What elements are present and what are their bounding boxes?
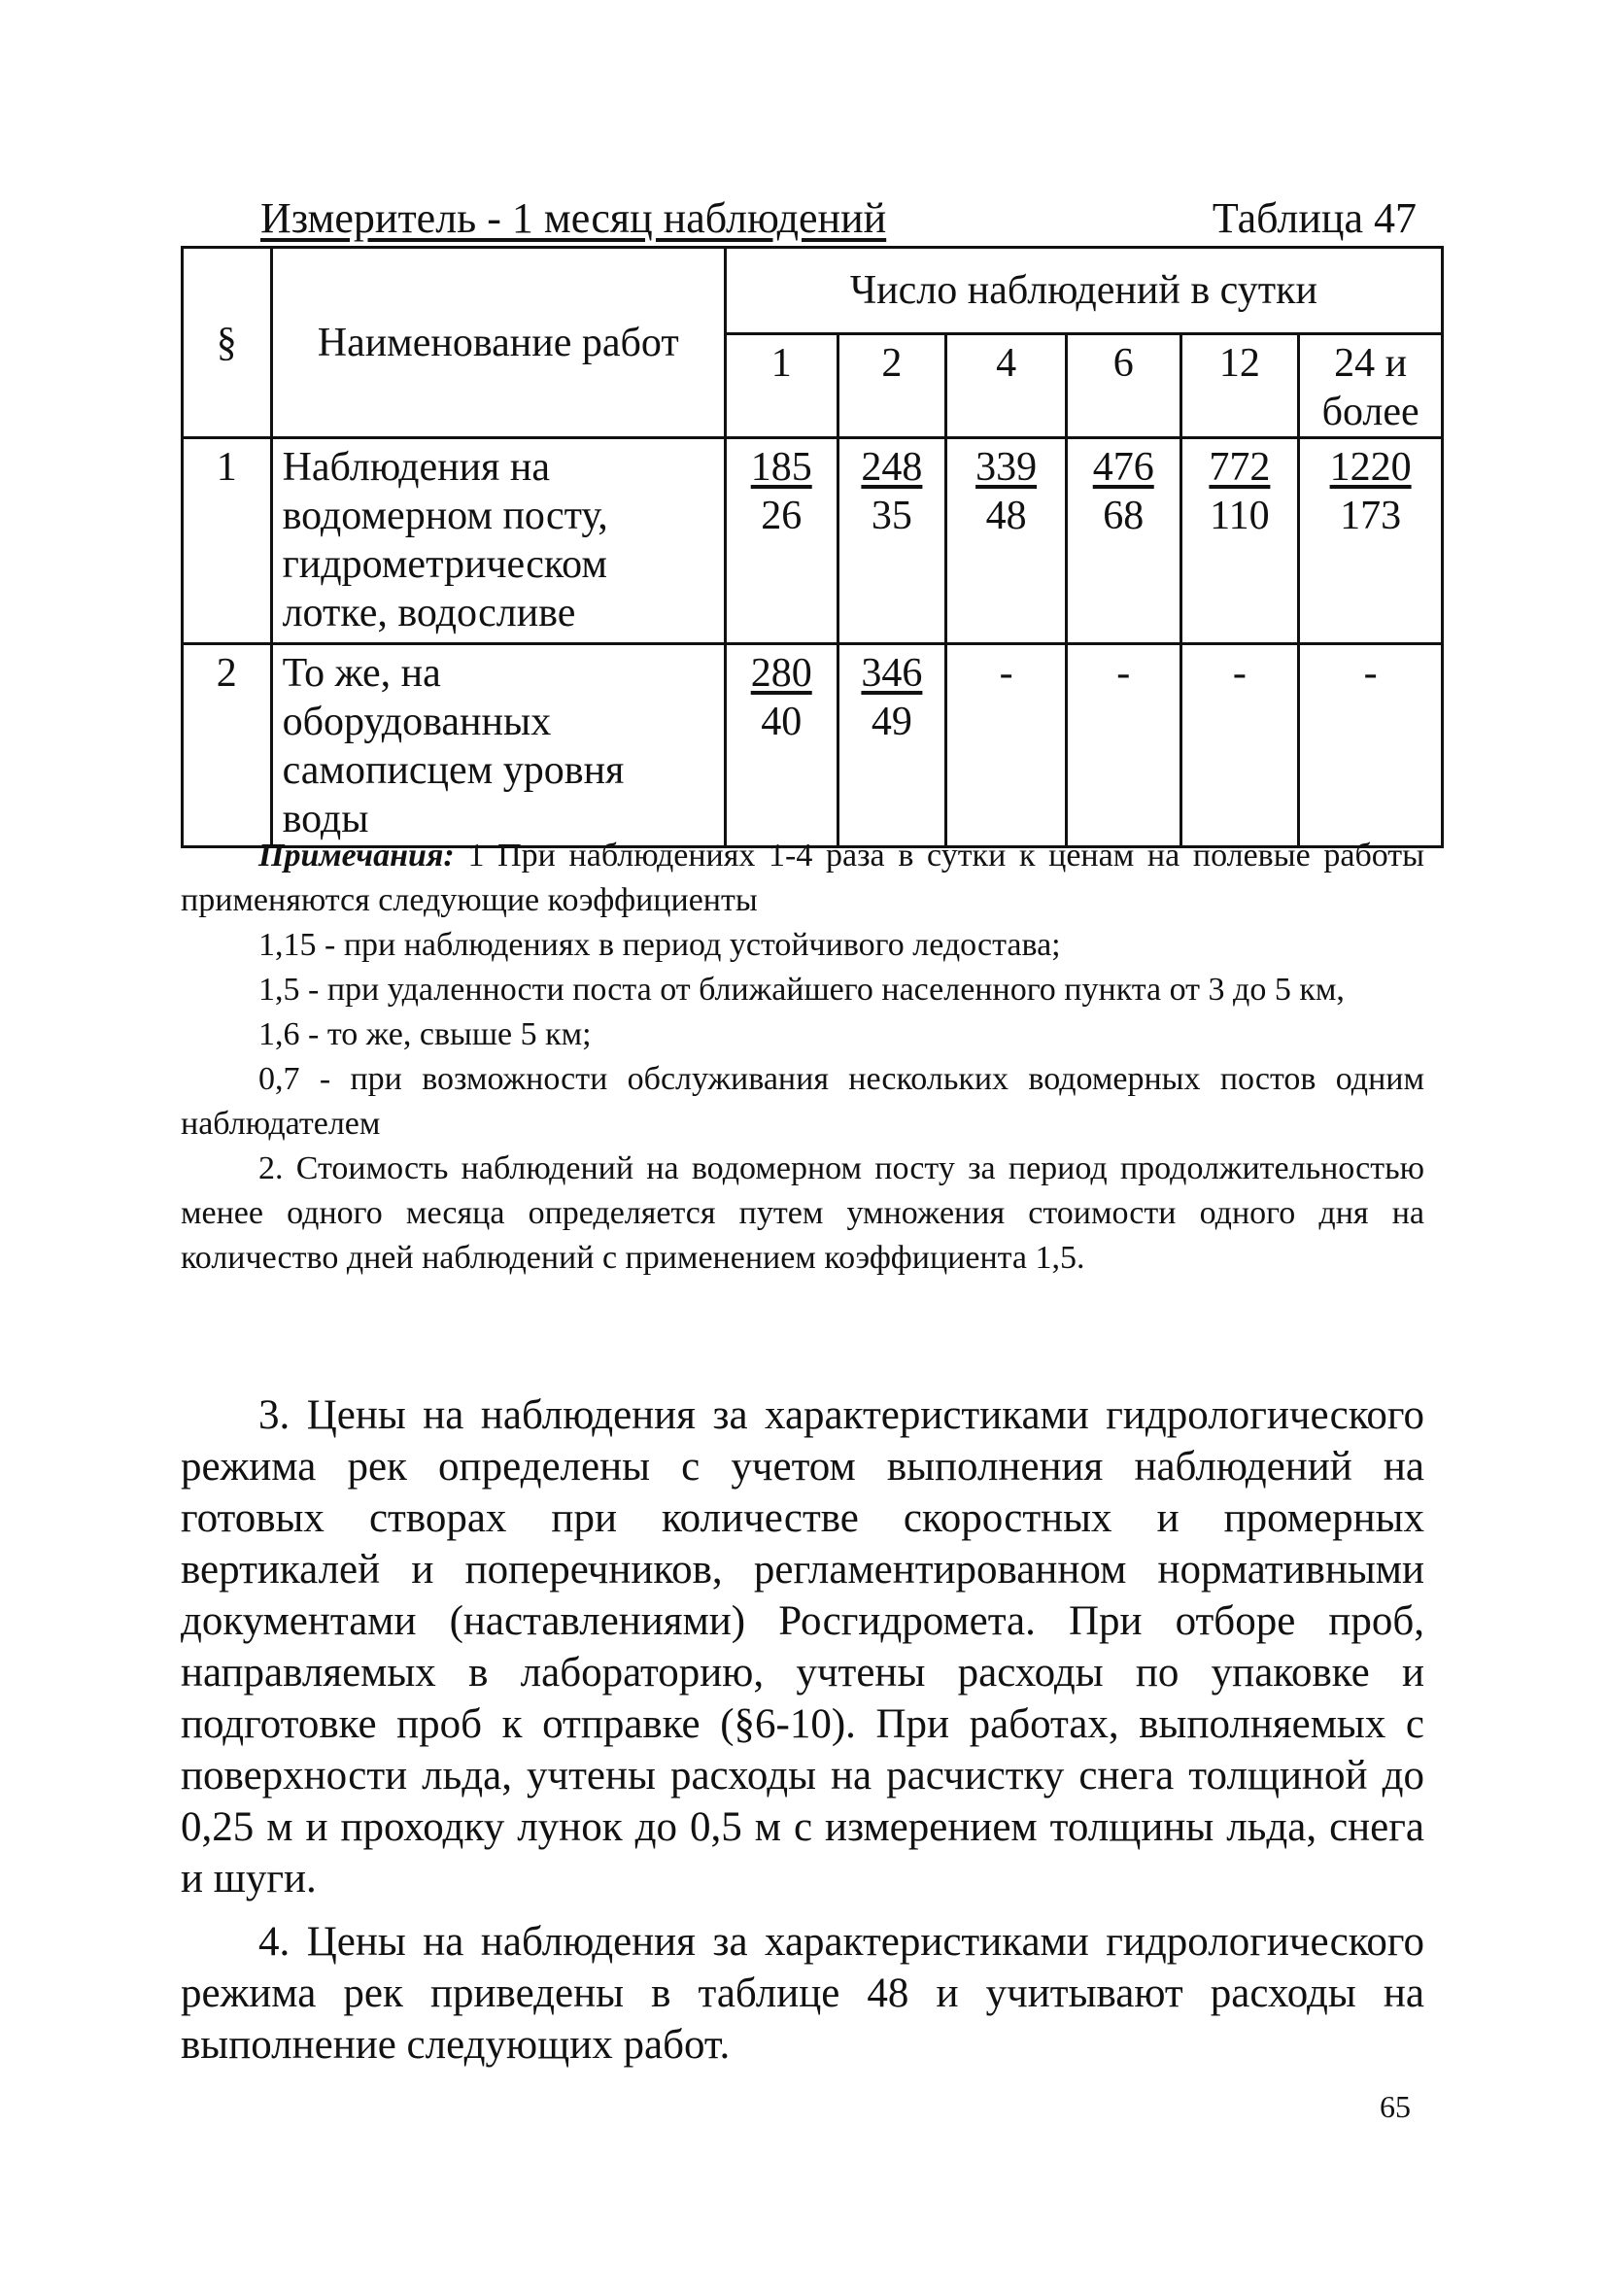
price-cell bbox=[1299, 438, 1443, 644]
price-value: 185 bbox=[750, 445, 812, 490]
header-count-1: 1 bbox=[725, 334, 838, 438]
price-value: 1220 bbox=[1329, 445, 1412, 490]
salary-value: 173 bbox=[1340, 494, 1402, 538]
price-value: 346 bbox=[861, 651, 923, 696]
row-section: 2 bbox=[183, 644, 272, 847]
note-coefficient: 1,5 - при удаленности поста от ближайшего населенного пункта от 3 до 5 км, bbox=[258, 972, 1345, 1008]
header-section-symbol: § bbox=[183, 248, 272, 438]
salary-value: 49 bbox=[871, 700, 912, 744]
row-section: 1 bbox=[183, 438, 272, 644]
row-work-name: То же, на оборудованных самописцем уровня воды bbox=[271, 644, 725, 847]
price-cell bbox=[725, 438, 838, 644]
prices-table bbox=[181, 246, 1444, 848]
row-work-name: Наблюдения на водомерном посту, гидрометрическом лотке, водосливе bbox=[271, 438, 725, 644]
salary-value: 26 bbox=[761, 494, 803, 538]
header-work-name: Наименование работ bbox=[271, 248, 725, 438]
caption-measure-unit: Измеритель - 1 месяц наблюдений bbox=[260, 194, 887, 242]
table-row bbox=[183, 644, 1443, 847]
notes-intro bbox=[181, 834, 1424, 923]
empty-price-dash: - bbox=[1066, 644, 1180, 847]
price-value: 248 bbox=[861, 445, 923, 490]
note-2: 2. Стоимость наблюдений на водомерном посту за период продолжительностью менее одного месяца определяется путем умножения стоимости одного дня на количество дней наблюдений с применением коэффициента 1,5. bbox=[181, 1150, 1424, 1276]
price-cell bbox=[725, 644, 838, 847]
header-count-12: 12 bbox=[1180, 334, 1299, 438]
salary-value: 110 bbox=[1210, 494, 1270, 538]
table-notes bbox=[181, 834, 1424, 1281]
note-coefficient: 1,15 - при наблюдениях в период устойчивого ледостава; bbox=[258, 927, 1061, 963]
price-value: 280 bbox=[750, 651, 812, 696]
salary-value: 35 bbox=[871, 494, 912, 538]
price-value: 476 bbox=[1092, 445, 1154, 490]
paragraph-3: 3. Цены на наблюдения за характеристиками гидрологического режима рек определены с учетом выполнения наблюдений на готовых створах при количестве скоростных и промерных вертикалей и поперечников, регламентированном нормативными документами (наставлениями) Росгидромета. При отборе проб, направляемых в лабораторию, учтены расходы по упаковке и подготовке проб к отправке (§6-10). При работах, выполняемых с поверхности льда, учтены расходы на расчистку снега толщиной до 0,25 м и проходку лунок до 0,5 м с измерением толщины льда, снега и шуги. bbox=[181, 1392, 1424, 1902]
price-cell bbox=[946, 438, 1067, 644]
price-cell bbox=[838, 438, 946, 644]
header-observations-per-day: Число наблюдений в сутки bbox=[725, 248, 1442, 334]
salary-value: 48 bbox=[985, 494, 1027, 538]
note-coefficient: 1,6 - то же, свыше 5 км; bbox=[258, 1016, 592, 1052]
header-count-6: 6 bbox=[1066, 334, 1180, 438]
salary-value: 68 bbox=[1103, 494, 1145, 538]
table-row bbox=[183, 438, 1443, 644]
paragraph-4: 4. Цены на наблюдения за характеристиками гидрологического режима рек приведены в таблице 48 и учитывают расходы на выполнение следующих работ. bbox=[181, 1919, 1424, 2068]
price-cell bbox=[838, 644, 946, 847]
header-count-4: 4 bbox=[946, 334, 1067, 438]
body-text bbox=[181, 1389, 1424, 2082]
notes-intro-text: 1 При наблюдениях 1-4 раза в сутки к ценам на полевые работы применяются следующие коэффициенты bbox=[181, 838, 1424, 918]
header-count-2: 2 bbox=[838, 334, 946, 438]
page-number: 65 bbox=[1380, 2089, 1411, 2124]
salary-value: 40 bbox=[761, 700, 803, 744]
empty-price-dash: - bbox=[946, 644, 1067, 847]
notes-label: Примечания: bbox=[258, 838, 455, 874]
price-value: 339 bbox=[975, 445, 1038, 490]
header-count-24: 24 и более bbox=[1299, 334, 1443, 438]
empty-price-dash: - bbox=[1180, 644, 1299, 847]
table-header-row bbox=[183, 248, 1443, 334]
caption-table-number: Таблица 47 bbox=[1212, 194, 1417, 242]
price-cell bbox=[1180, 438, 1299, 644]
note-coefficient: 0,7 - при возможности обслуживания нескольких водомерных постов одним наблюдателем bbox=[181, 1061, 1424, 1142]
table-caption bbox=[260, 189, 1417, 248]
price-value: 772 bbox=[1209, 445, 1271, 490]
empty-price-dash: - bbox=[1299, 644, 1443, 847]
price-cell bbox=[1066, 438, 1180, 644]
